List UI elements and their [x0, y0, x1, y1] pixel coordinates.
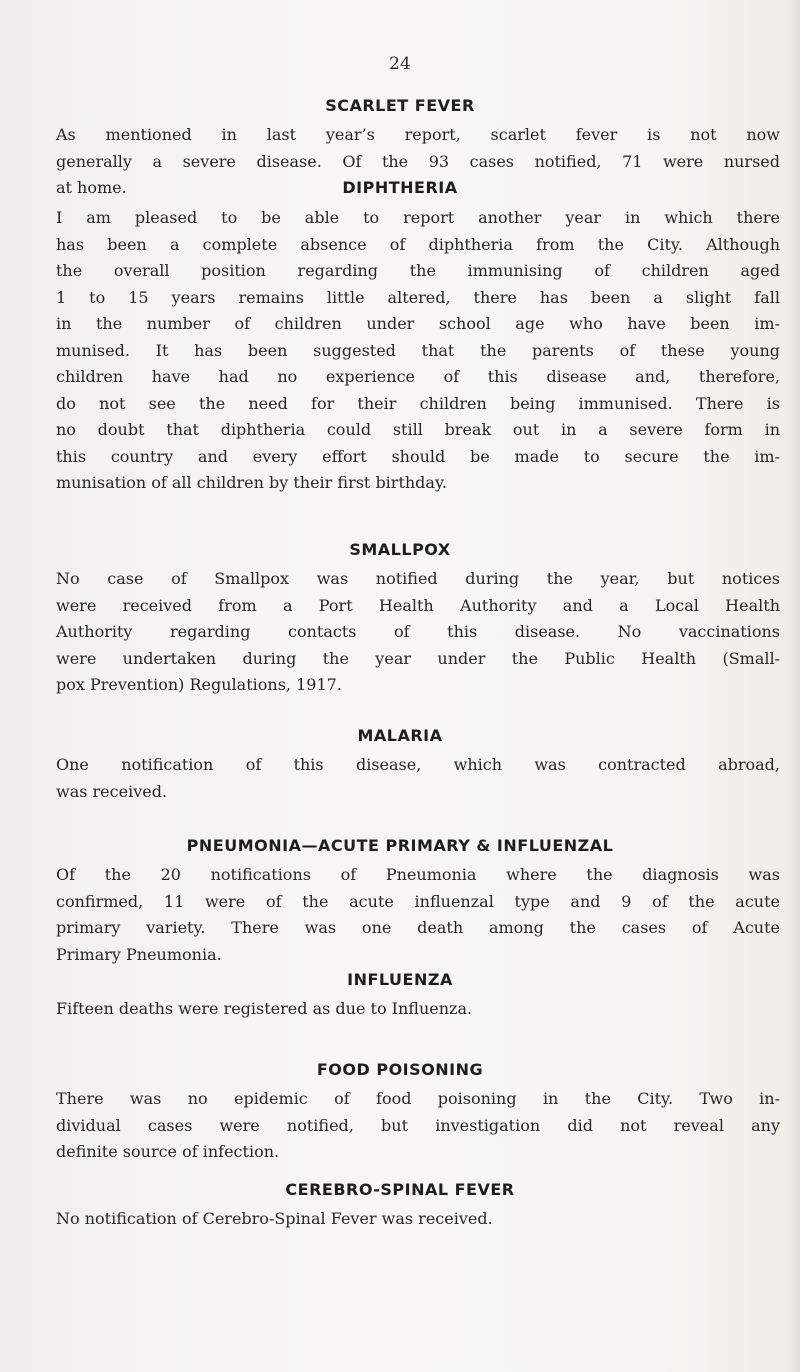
- text-line: primary variety. There was one death among the cases of Acute: [56, 918, 780, 937]
- text-line: There was no epidemic of food poisoning in the City. Two in-: [56, 1089, 780, 1108]
- paragraph-pneumonia: [56, 862, 780, 968]
- text-line: were undertaken during the year under the Public Health (Small-: [56, 648, 780, 668]
- text-line: at home.: [56, 178, 127, 197]
- heading-scarlet-fever: SCARLET FEVER: [325, 96, 475, 115]
- text-line: dividual cases were notified, but investigation did not reveal any: [56, 1115, 780, 1135]
- text-line: One notification of this disease, which was contracted abroad,: [56, 755, 780, 774]
- heading-diphtheria: DIPHTHERIA: [342, 178, 458, 197]
- text-line: No notification of Cerebro-Spinal Fever was received.: [56, 1209, 493, 1228]
- page-number: 24: [389, 54, 411, 74]
- heading-food-poisoning: FOOD POISONING: [316, 1060, 484, 1079]
- text-line: children have had no experience of this disease and, therefore,: [56, 367, 780, 386]
- text-line: generally a severe disease. Of the 93 cases notified, 71 were nursed: [56, 151, 780, 171]
- text-line: Of the 20 notifications of Pneumonia where the diagnosis was: [56, 865, 780, 884]
- text-line: was received.: [56, 781, 168, 801]
- heading-malaria: MALARIA: [357, 726, 443, 745]
- paragraph-smallpox: [56, 566, 780, 699]
- text-line: definite source of infection.: [56, 1142, 280, 1161]
- text-line: pox Prevention) Regulations, 1917.: [56, 675, 342, 694]
- text-line: Fifteen deaths were registered as due to Influenza.: [56, 999, 473, 1018]
- text-line: no doubt that diphtheria could still break out in a severe form in: [56, 420, 780, 439]
- text-line: were received from a Port Health Authority and a Local Health: [56, 595, 780, 615]
- text-line: has been a complete absence of diphtheria from the City. Although: [56, 234, 780, 254]
- page-edge-shadow: [786, 0, 800, 1372]
- paragraph-cerebro-spinal-fever: [56, 1206, 780, 1233]
- text-line: munised. It has been suggested that the parents of these young: [56, 340, 780, 360]
- text-line: Authority regarding contacts of this disease. No vaccinations: [56, 622, 780, 641]
- text-line: munisation of all children by their first birthday.: [56, 473, 447, 492]
- heading-influenza: INFLUENZA: [347, 970, 453, 989]
- text-line: this country and every effort should be made to secure the im-: [56, 446, 780, 466]
- heading-smallpox: SMALLPOX: [349, 540, 451, 559]
- text-line: As mentioned in last year’s report, scarlet fever is not now: [56, 125, 780, 144]
- paragraph-food-poisoning: [56, 1086, 780, 1166]
- text-line: in the number of children under school age who have been im-: [56, 314, 780, 333]
- paragraph-malaria: [56, 752, 780, 805]
- text-line: the overall position regarding the immunising of children aged: [56, 261, 780, 280]
- text-line: No case of Smallpox was notified during the year, but notices: [56, 569, 780, 588]
- paragraph-diphtheria: [56, 205, 780, 497]
- text-line: I am pleased to be able to report another year in which there: [56, 208, 780, 227]
- heading-cerebro-spinal-fever: CEREBRO-SPINAL FEVER: [285, 1180, 515, 1199]
- text-line: Primary Pneumonia.: [56, 944, 222, 964]
- text-line: confirmed, 11 were of the acute influenzal type and 9 of the acute: [56, 891, 780, 911]
- text-line: do not see the need for their children being immunised. There is: [56, 393, 780, 413]
- heading-pneumonia: PNEUMONIA—ACUTE PRIMARY & INFLUENZAL: [186, 836, 614, 855]
- text-line: 1 to 15 years remains little altered, there has been a slight fall: [56, 287, 780, 307]
- paragraph-influenza: [56, 996, 780, 1023]
